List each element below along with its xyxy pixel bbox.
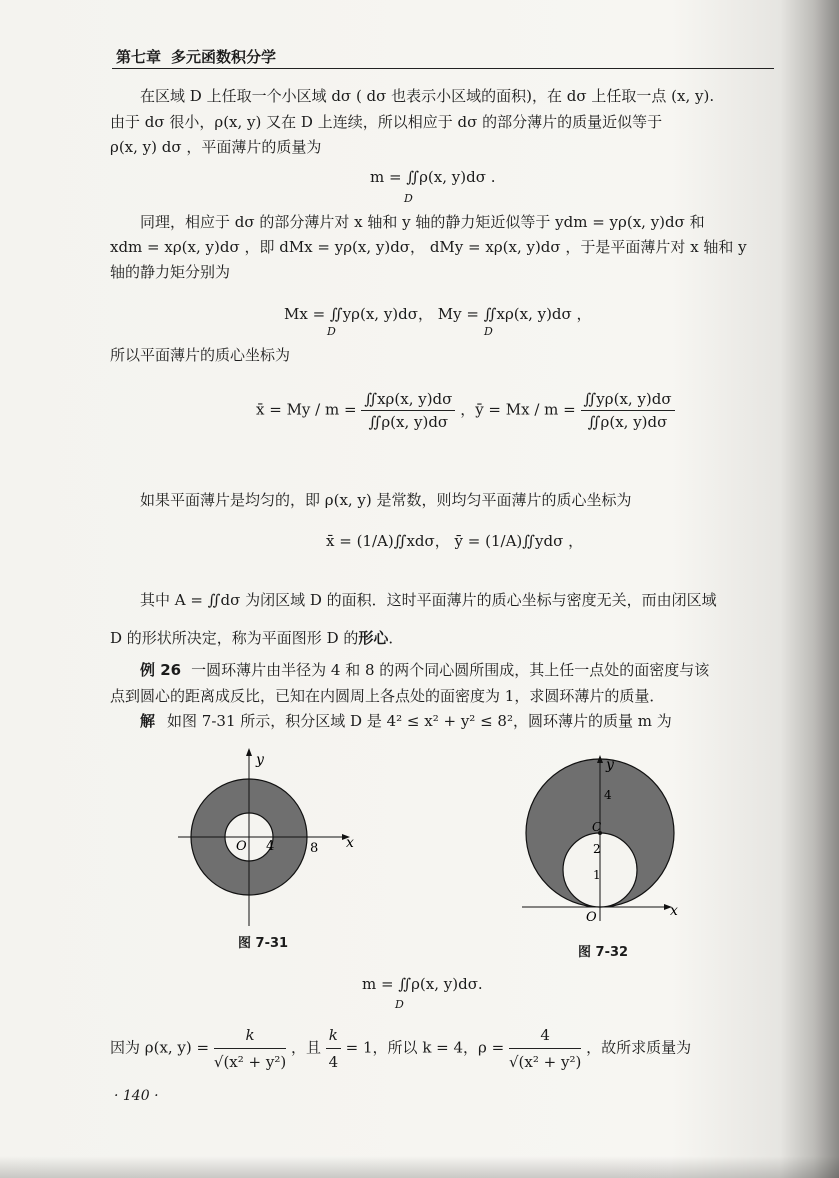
para2-line2: xdm = xρ(x, y)dσ ，即 dMx = yρ(x, y)dσ， dMy = xρ(x, y)dσ ，于是平面薄片对 x 轴和 y — [110, 238, 747, 256]
fig2-tick-1: 1 — [593, 868, 601, 882]
subscript-d: D — [484, 325, 493, 338]
xbar-lhs: x̄ = My / m = — [256, 400, 357, 419]
fig1-radius-8: 8 — [310, 841, 319, 856]
y-arrow-icon — [246, 748, 252, 756]
fig2-y-label: y — [606, 757, 614, 773]
solution-label: 解 — [140, 712, 156, 730]
fig2-origin-label: O — [586, 910, 597, 925]
header-rule — [112, 68, 774, 69]
density-numerator: k — [214, 1024, 286, 1049]
rho-denominator: √(x² + y²) — [509, 1053, 582, 1071]
example-line2: 点到圆心的距离成反比，已知在内圆周上各点处的面密度为 1，求圆环薄片的质量． — [110, 687, 665, 705]
figure-7-32 — [518, 755, 686, 925]
example-line1 — [140, 660, 709, 680]
subscript-d: D — [395, 998, 404, 1011]
para1-line1: 在区域 D 上任取一个小区域 dσ ( dσ 也表示小区域的面积)，在 dσ 上任取一点 (x, y). — [140, 87, 715, 105]
rho-fraction — [509, 1024, 581, 1073]
fig2-center-label: C — [592, 820, 602, 834]
fig2-x-label: x — [670, 903, 678, 919]
equation-mass: m = ∬ρ(x, y)dσ . — [370, 168, 496, 186]
example-label: 例 26 — [140, 661, 182, 679]
chapter-label: 第七章 — [116, 48, 162, 66]
para5-line2 — [110, 628, 403, 648]
k-numerator: k — [326, 1024, 341, 1049]
example-text1: 一圆环薄片由半径为 4 和 8 的两个同心圆所围成，其上任一点处的面密度与该 — [191, 661, 710, 679]
fig1-origin-label: O — [236, 839, 247, 854]
ybar-fraction — [581, 390, 675, 431]
ybar-numerator: ∬yρ(x, y)dσ — [581, 390, 675, 411]
fig1-x-label: x — [346, 835, 354, 851]
xbar-denominator: ∬ρ(x, y)dσ — [368, 413, 449, 431]
para5-line1: 其中 A = ∬dσ 为闭区域 D 的面积．这时平面薄片的质心坐标与密度无关，而由闭区域 — [140, 591, 717, 609]
rho-numerator: 4 — [509, 1024, 581, 1049]
equation-moments: Mx = ∬yρ(x, y)dσ， My = ∬xρ(x, y)dσ ， — [284, 305, 592, 323]
equation-final: m = ∬ρ(x, y)dσ. — [362, 975, 483, 993]
page-number: · 140 · — [114, 1088, 159, 1104]
ybar-denominator: ∬ρ(x, y)dσ — [587, 413, 668, 431]
para5-line2-end: ． — [388, 629, 404, 647]
page-bottom-shadow — [0, 1156, 839, 1178]
k-denominator: 4 — [328, 1053, 339, 1071]
xbar-fraction — [361, 390, 455, 431]
last-line — [110, 1024, 691, 1073]
para2-line1: 同理，相应于 dσ 的部分薄片对 x 轴和 y 轴的静力矩近似等于 ydm = yρ(x, y)dσ 和 — [140, 213, 705, 231]
fig1-y-label: y — [256, 752, 264, 768]
para2-line3: 轴的静力矩分别为 — [110, 263, 231, 281]
subscript-d: D — [327, 325, 336, 338]
para3: 所以平面薄片的质心坐标为 — [110, 346, 291, 364]
equation-uniform: x̄ = (1/A)∬xdσ， ȳ = (1/A)∬ydσ ， — [326, 532, 584, 550]
equation-centroid — [256, 390, 675, 431]
fig2-tick-4: 4 — [604, 788, 612, 802]
solution-text: 如图 7-31 所示，积分区域 D 是 4² ≤ x² + y² ≤ 8²，圆环薄片的质量 m 为 — [167, 712, 672, 730]
para1-line2: 由于 dσ 很小，ρ(x, y) 又在 D 上连续，所以相应于 dσ 的部分薄片的质量近似等于 — [110, 113, 663, 131]
para5-line2-text: D 的形状所决定，称为平面图形 D 的 — [110, 629, 359, 647]
ybar-lhs: ，ȳ = Mx / m = — [460, 400, 576, 419]
fig1-caption: 图 7-31 — [238, 936, 289, 951]
para1-line3: ρ(x, y) dσ ，平面薄片的质量为 — [110, 138, 322, 156]
last-mid2: = 1，所以 k = 4，ρ = — [345, 1038, 505, 1057]
figure-7-31 — [170, 748, 360, 928]
last-post: ，故所求质量为 — [586, 1038, 692, 1057]
running-header — [116, 46, 276, 67]
term-centroid: 形心 — [358, 629, 389, 647]
solution-line — [140, 711, 672, 731]
subscript-d: D — [404, 192, 413, 205]
density-denominator: √(x² + y²) — [213, 1053, 287, 1071]
density-fraction — [214, 1024, 286, 1073]
fig1-radius-4: 4 — [266, 839, 275, 854]
xbar-numerator: ∬xρ(x, y)dσ — [361, 390, 455, 411]
fig2-caption: 图 7-32 — [578, 945, 629, 960]
chapter-title: 多元函数积分学 — [171, 48, 277, 66]
para4: 如果平面薄片是均匀的，即 ρ(x, y) 是常数，则均匀平面薄片的质心坐标为 — [140, 491, 632, 509]
last-pre: 因为 ρ(x, y) = — [110, 1038, 210, 1057]
k-fraction — [326, 1024, 341, 1073]
last-mid1: ，且 — [291, 1038, 322, 1057]
fig2-tick-2: 2 — [593, 842, 601, 856]
